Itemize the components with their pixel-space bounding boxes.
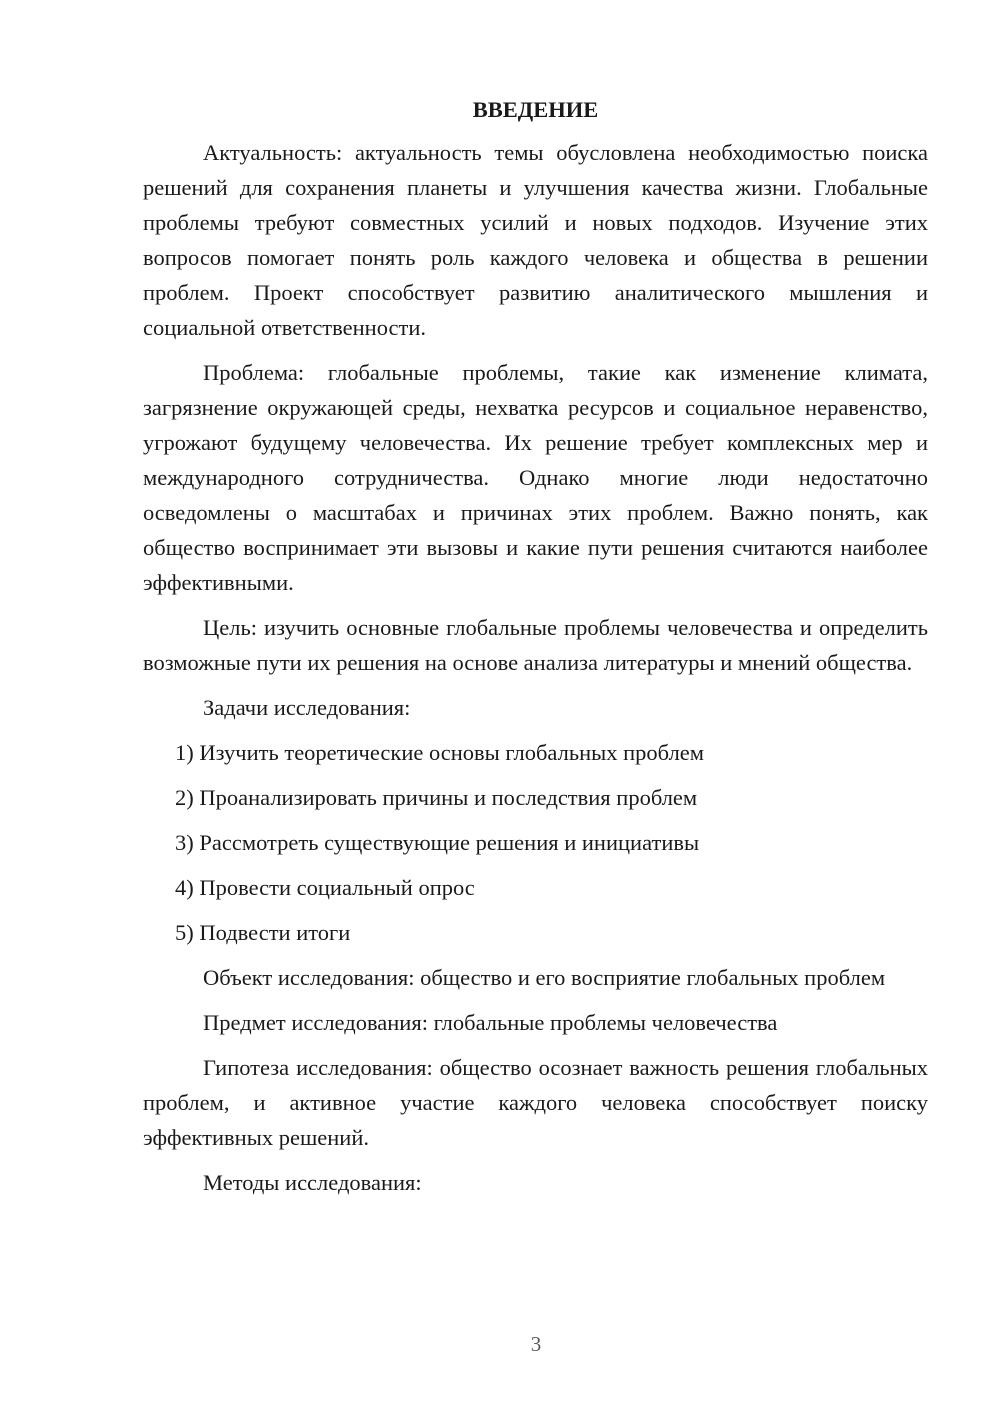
tasks-heading: Задачи исследования: [203,695,411,720]
problem-paragraph: Проблема: глобальные проблемы, такие как изменение климата, загрязнение окружающей среды, нехватка ресурсов и социальное неравенство, угрожают будущему человечества. Их решение требует комплексных мер и международного сотрудничества. Однако многие люди недостаточно осведомлены о масштабах и причинах этих проблем. Важно понять, как общество воспринимает эти вызовы и какие пути решения считаются наиболее эффективными. [143,360,928,595]
section-title: ВВЕДЕНИЕ [472,97,599,122]
methods-heading: Методы исследования: [203,1170,422,1195]
relevance-paragraph: Актуальность: актуальность темы обусловлена необходимостью поиска решений для сохранения планеты и улучшения качества жизни. Глобальные проблемы требуют совместных усилий и новых подходов. Изучение этих вопросов помогает понять роль каждого человека и общества в решении проблем. Проект способствует развитию аналитического мышления и социальной ответственности. [143,140,928,340]
hypothesis-paragraph: Гипотеза исследования: общество осознает важность решения глобальных проблем, и активное участие каждого человека способствует поиску эффективных решений. [143,1055,928,1150]
task-item-2: 2) Проанализировать причины и последствия проблем [175,785,698,810]
task-item-1: 1) Изучить теоретические основы глобальных проблем [175,740,705,765]
task-item-5: 5) Подвести итоги [175,920,351,945]
object-paragraph: Объект исследования: общество и его восприятие глобальных проблем [203,965,886,990]
task-item-3: 3) Рассмотреть существующие решения и инициативы [175,830,700,855]
subject-line: Предмет исследования: глобальные проблемы человечества [203,1010,778,1035]
page-number: 3 [530,1332,542,1356]
page-content [143,92,928,1210]
task-item-4: 4) Провести социальный опрос [175,875,475,900]
goal-paragraph: Цель: изучить основные глобальные проблемы человечества и определить возможные пути их решения на основе анализа литературы и мнений общества. [143,615,928,675]
